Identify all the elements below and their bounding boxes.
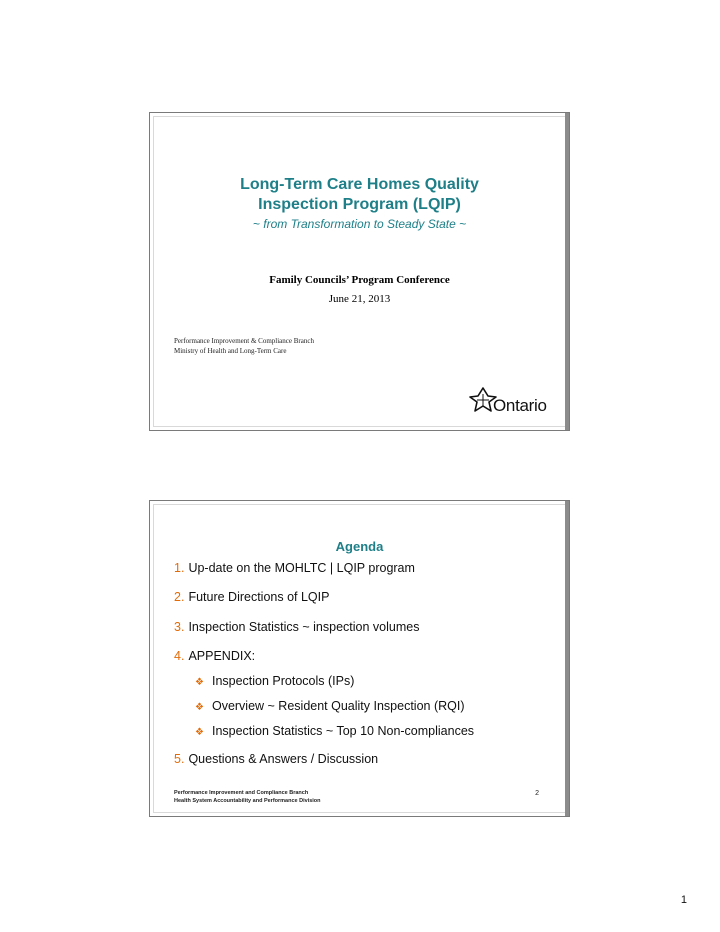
page-number: 1	[680, 894, 687, 906]
slide-title	[150, 175, 569, 215]
agenda-item	[174, 649, 255, 663]
slide-subtitle: ~ from Transformation to Steady State ~	[252, 217, 467, 231]
agenda-item-text: Questions & Answers / Discussion	[188, 752, 379, 766]
agenda-item-number: 5.	[174, 752, 185, 766]
slide-footer	[174, 789, 321, 805]
agenda-slide	[149, 500, 570, 817]
agenda-item-text: Future Directions of LQIP	[188, 590, 330, 604]
agenda-item-number: 1.	[174, 561, 185, 575]
title-slide	[149, 112, 570, 431]
agenda-item	[174, 561, 415, 575]
slide-accent-bar	[565, 113, 569, 430]
footer-branch: Performance Improvement and Compliance Branch	[174, 790, 309, 796]
agenda-item-text: Inspection Statistics ~ inspection volumes	[188, 620, 420, 634]
agenda-item-number: 2.	[174, 590, 185, 604]
agenda-item-number: 3.	[174, 620, 185, 634]
org-ministry: Ministry of Health and Long-Term Care	[174, 347, 287, 355]
title-line-2: Inspection Program (LQIP)	[258, 196, 461, 213]
event-name: Family Councils’ Program Conference	[269, 274, 450, 286]
diamond-bullet-icon: ❖	[195, 727, 204, 738]
agenda-subitem	[195, 724, 474, 738]
agenda-subitem	[195, 699, 465, 713]
slide-number: 2	[535, 790, 539, 797]
agenda-subitem-text: Inspection Protocols (IPs)	[211, 674, 355, 688]
agenda-item-number: 4.	[174, 649, 185, 663]
agenda-item	[174, 590, 329, 604]
agenda-item-text: Up-date on the MOHLTC | LQIP program	[188, 561, 415, 575]
diamond-bullet-icon: ❖	[195, 702, 204, 713]
agenda-subitem-text: Inspection Statistics ~ Top 10 Non-compliances	[211, 724, 475, 738]
logo-wordmark: Ontario	[493, 396, 547, 415]
agenda-title: Agenda	[335, 539, 384, 554]
diamond-bullet-icon: ❖	[195, 677, 204, 688]
agenda-item	[174, 752, 378, 766]
agenda-subitem-text: Overview ~ Resident Quality Inspection (RQI)	[211, 699, 465, 713]
event-date: June 21, 2013	[328, 293, 391, 305]
agenda-subitem	[195, 674, 354, 688]
org-branch: Performance Improvement & Compliance Branch	[174, 337, 314, 345]
title-line-1: Long-Term Care Homes Quality	[240, 176, 479, 193]
footer-division: Health System Accountability and Performance Division	[174, 798, 321, 804]
ontario-logo	[469, 384, 559, 420]
agenda-item	[174, 620, 419, 634]
slide-inner-border	[153, 116, 566, 427]
organization-block	[174, 336, 314, 356]
agenda-item-text: APPENDIX:	[188, 649, 256, 663]
